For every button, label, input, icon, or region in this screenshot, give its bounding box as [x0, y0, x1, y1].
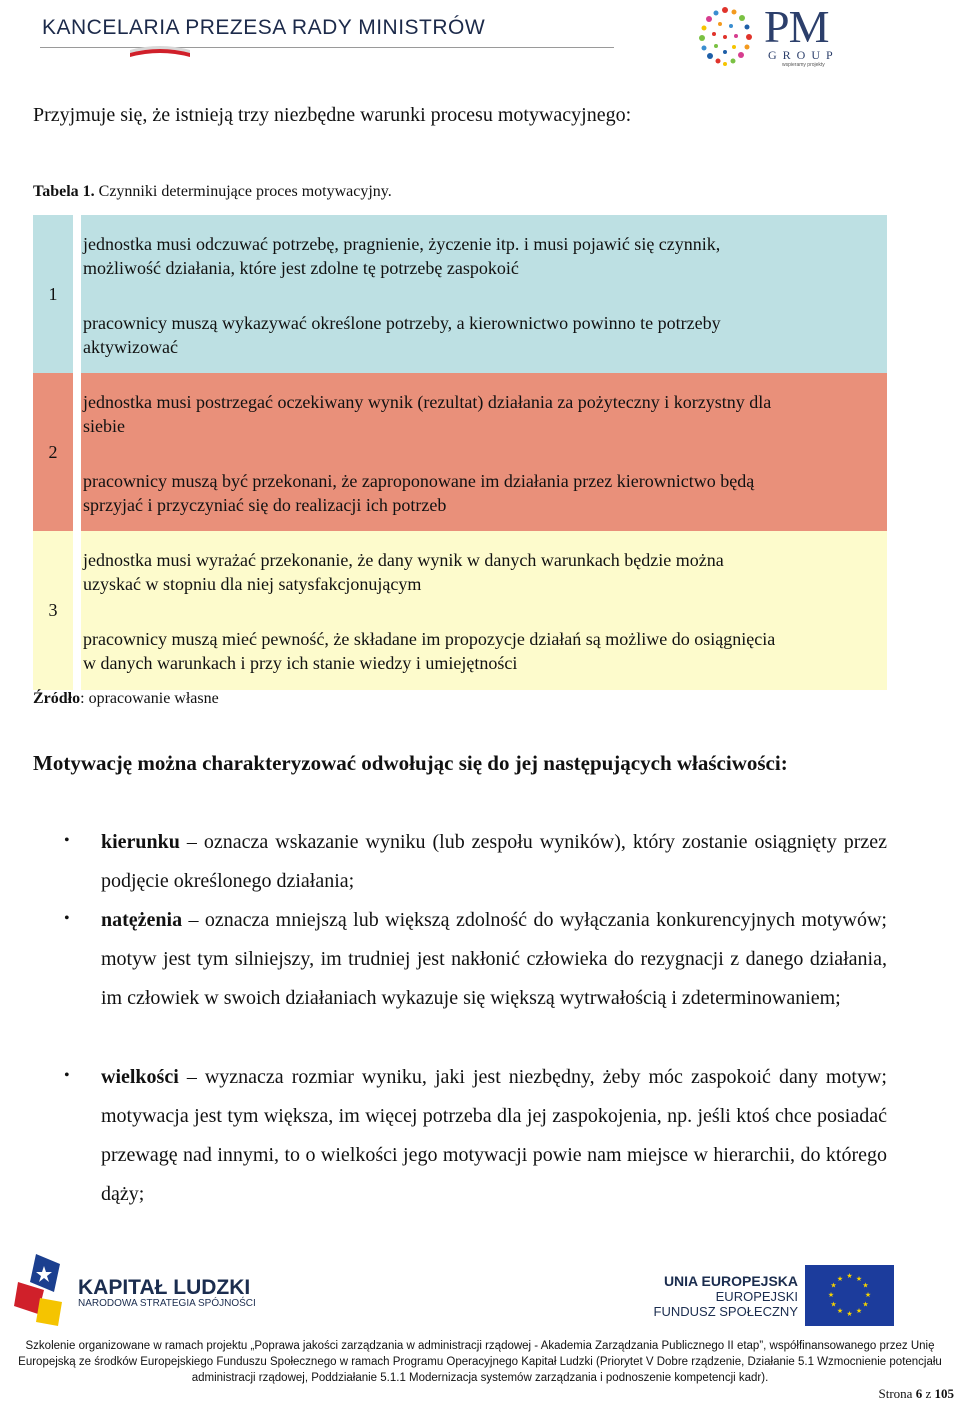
- row-number: 1: [48, 283, 58, 304]
- list-item: [101, 901, 887, 1018]
- svg-text:★: ★: [862, 1281, 869, 1290]
- text-line: jednostka musi odczuwać potrzebę, pragnienie, życzenie itp. i musi pojawić się czynnik,: [83, 234, 721, 254]
- header-divider: [40, 47, 614, 48]
- ue-line-1: UNIA EUROPEJSKA: [663, 1273, 798, 1289]
- header-org-title: KANCELARIA PREZESA RADY MINISTRÓW: [42, 16, 486, 39]
- row-number: 2: [48, 441, 58, 462]
- text-line: pracownicy muszą być przekonani, że zaproponowane im działania przez kierownictwo będą: [83, 471, 755, 491]
- section-heading: Motywację można charakteryzować odwołując się do jej następujących właściwości:: [33, 751, 788, 775]
- row-text-b: [83, 469, 883, 517]
- text-line: uzyskać w stopniu dla niej satysfakcjonującym: [83, 574, 422, 594]
- intro-text: Przyjmuje się, że istnieją trzy niezbędne warunki procesu motywacyjnego:: [33, 104, 632, 126]
- text-line: pracownicy muszą wykazywać określone potrzeby, a kierownictwo powinno te potrzeby: [83, 313, 721, 333]
- bullet-icon: •: [64, 910, 70, 927]
- svg-text:★: ★: [830, 1300, 837, 1309]
- eu-flag-icon: [805, 1265, 894, 1326]
- text-line: pracownicy muszą mieć pewność, że składane im propozycje działań są możliwe do osiągnięcia: [83, 629, 776, 649]
- row-separator: [73, 373, 81, 531]
- table-caption-label: Tabela 1.: [33, 183, 95, 200]
- page-current: 6: [915, 1386, 923, 1401]
- pm-dots-icon: [690, 2, 760, 70]
- kapital-ludzki-subtitle: NARODOWA STRATEGIA SPÓJNOŚCI: [78, 1298, 256, 1309]
- pm-group-logo: [764, 1, 874, 70]
- row-separator: [73, 531, 81, 690]
- table-row: [33, 215, 887, 373]
- page-total: 105: [934, 1386, 954, 1401]
- pm-logo-group: GROUP: [768, 48, 839, 62]
- svg-text:★: ★: [836, 1307, 844, 1315]
- page-number: [879, 1386, 954, 1402]
- table-caption-text: Czynniki determinujące proces motywacyjny.: [94, 183, 392, 200]
- text-line: jednostka musi wyrażać przekonanie, że dany wynik w danych warunkach będzie można: [83, 550, 724, 570]
- kapital-ludzki-logo-icon: [14, 1252, 64, 1330]
- page-sep: z: [922, 1386, 935, 1401]
- flag-ribbon-icon: [130, 44, 190, 60]
- text-line: sprzyjać i przyczyniać się do realizacji ich potrzeb: [83, 495, 447, 515]
- row-text-a: [83, 390, 883, 438]
- list-item: [101, 1058, 887, 1214]
- row-text-b: [83, 627, 883, 675]
- text-line: aktywizować: [83, 337, 178, 357]
- ue-line-2: EUROPEJSKI: [715, 1289, 798, 1304]
- table-row: [33, 531, 887, 690]
- text-line: w danych warunkach i przy ich stanie wiedzy i umiejętności: [83, 653, 518, 673]
- pm-logo-letters: PM: [764, 1, 829, 52]
- svg-text:★: ★: [855, 1307, 863, 1315]
- row-text-b: [83, 311, 883, 359]
- table-row: [33, 373, 887, 531]
- row-text-a: [83, 232, 883, 280]
- svg-text:★: ★: [855, 1275, 863, 1283]
- svg-text:★: ★: [864, 1291, 872, 1299]
- list-item: [101, 823, 887, 901]
- bullet-icon: •: [64, 1067, 70, 1084]
- row-number: 3: [48, 600, 58, 620]
- svg-text:★: ★: [827, 1291, 835, 1299]
- footer-line-3: administracji rządowej, Poddziałanie 5.1.1 Modernizacja systemów zarządzania i podnoszenie kompetencji kadr).: [191, 1372, 769, 1384]
- list-item-term: wielkości: [101, 1066, 179, 1088]
- source-text: : opracowanie własne: [80, 690, 219, 707]
- text-line: jednostka musi postrzegać oczekiwany wynik (rezultat) działania za pożyteczny i korzystny dla: [83, 392, 772, 412]
- svg-text:★: ★: [846, 1272, 853, 1280]
- text-line: siebie: [83, 416, 125, 436]
- ue-line-3: FUNDUSZ SPOŁECZNY: [653, 1304, 798, 1319]
- list-item-term: kierunku: [101, 831, 180, 853]
- kapital-ludzki-title: KAPITAŁ LUDZKI: [78, 1276, 251, 1299]
- pm-logo-tagline: wspieramy projekty: [782, 62, 825, 68]
- table-source: [33, 690, 219, 708]
- bullet-icon: •: [64, 832, 70, 849]
- source-label: Źródło: [33, 690, 81, 707]
- footer-line-2: Europejską ze środków Europejskiego Funduszu Społecznego w ramach Programu Operacyjnego Kapitał Ludzki (Priorytet V Dobre rządzenie, Działanie 5.1 Wzmocnienie potencjału: [18, 1356, 942, 1368]
- row-separator: [73, 215, 81, 373]
- svg-text:★: ★: [846, 1310, 853, 1318]
- list-item-text: – oznacza mniejszą lub większą zdolność do wyłączania konkurencyjnych motywów; motyw jest tym silniejszy, im trudniej jest nakłonić człowieka do rezygnacji z danego działania, im człowiek w swoich działaniach wykazuje się większą wytrwałością i zdeterminowaniem;: [101, 909, 887, 1009]
- footer-line-1: Szkolenie organizowane w ramach projektu „Poprawa jakości zarządzania w administracji rządowej - Akademia Zarządzania Publicznego II etap”, współfinansowanego przez Unię: [25, 1340, 935, 1352]
- page-prefix: Strona: [878, 1386, 916, 1401]
- list-item-text: – wyznacza rozmiar wyniku, jaki jest niezbędny, żeby móc zaspokoić dany motyw; motywacja jest tym większa, im więcej potrzeba dla jej zaspokojenia, np. jeśli ktoś chce posiadać przewagę nad innymi, to o wielkości jego motywacji powie nam miejsce w hierarchii, do którego dąży;: [101, 1066, 887, 1205]
- svg-text:★: ★: [836, 1275, 844, 1283]
- list-item-term: natężenia: [101, 909, 183, 931]
- list-item-text: – oznacza wskazanie wyniku (lub zespołu wyników), który zostanie osiągnięty przez podjęcie określonego działania;: [101, 831, 887, 892]
- svg-text:★: ★: [830, 1281, 837, 1290]
- row-text-a: [83, 548, 883, 596]
- svg-text:★: ★: [862, 1300, 869, 1309]
- table-caption: [33, 183, 392, 201]
- text-line: możliwość działania, które jest zdolne tę potrzebę zaspokoić: [83, 258, 519, 278]
